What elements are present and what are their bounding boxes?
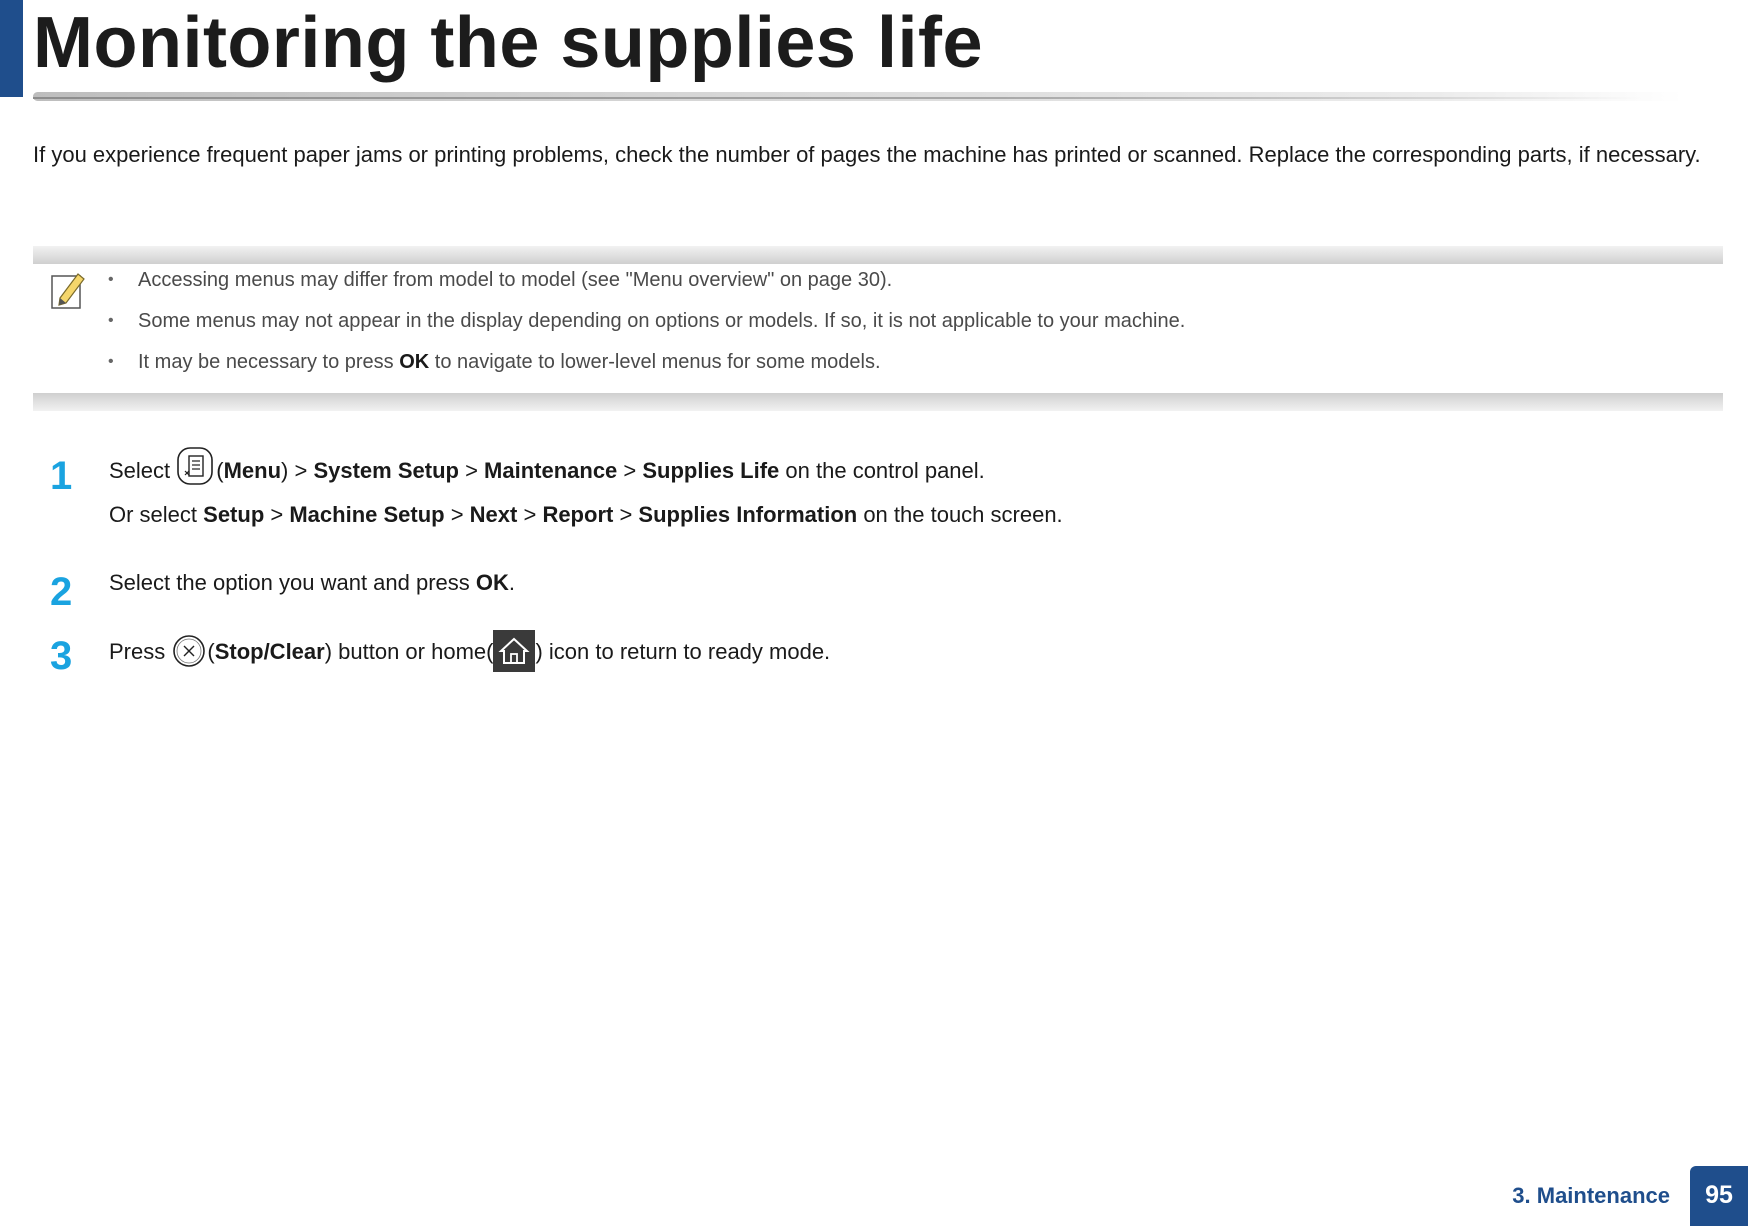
step-number: 3 <box>50 634 73 678</box>
step-text: ) button or home( <box>324 638 494 664</box>
step-number: 2 <box>50 570 73 614</box>
stop-clear-icon <box>171 633 207 669</box>
title-underline <box>33 92 1683 101</box>
step-text: on the control panel. <box>779 457 985 483</box>
intro-paragraph: If you experience frequent paper jams or printing problems, check the number of pages the machine has printed or scanned. Replace the corresponding parts, if necessary. <box>33 142 1701 167</box>
ok-key-label: OK <box>399 351 430 373</box>
step-1-line-1 <box>109 452 985 492</box>
step-text: > <box>458 457 485 483</box>
step-text: . <box>508 570 516 595</box>
step-number: 1 <box>50 454 73 498</box>
step-text: > <box>617 457 643 483</box>
page-title: Monitoring the supplies life <box>33 3 983 83</box>
step-text: > <box>288 457 314 483</box>
step-2-line-1 <box>109 568 515 598</box>
menu-label: Menu <box>223 457 282 483</box>
step-text: ) <box>281 457 289 483</box>
step-text: ) icon to return to ready mode. <box>535 638 831 664</box>
stop-clear-label: Stop/Clear <box>214 638 325 664</box>
note-bottom-bar <box>33 393 1723 411</box>
home-icon <box>493 630 535 672</box>
pencil-note-icon <box>48 268 88 312</box>
system-setup-label: System Setup <box>313 457 459 483</box>
report-label: Report <box>542 502 614 527</box>
step-text: on the touch screen. <box>857 502 1063 527</box>
note-item-text: Accessing menus may differ from model to model (see "Menu overview" on page 30). <box>138 269 893 291</box>
note-item-text: to navigate to lower-level menus for some models. <box>429 351 881 373</box>
page-number: 95 <box>1690 1166 1748 1226</box>
step-text: Select the option you want and press <box>109 570 476 595</box>
step-text: > <box>613 502 639 527</box>
maintenance-label: Maintenance <box>484 457 618 483</box>
note-item <box>108 348 1185 389</box>
step-3-line-1 <box>109 632 830 674</box>
step-text: Or select <box>109 502 204 527</box>
supplies-life-label: Supplies Life <box>642 457 780 483</box>
note-item-text: Some menus may not appear in the display depending on options or models. If so, it is not applicable to your machine. <box>138 310 1186 332</box>
note-top-bar <box>33 246 1723 264</box>
supplies-information-label: Supplies Information <box>638 502 858 527</box>
note-item <box>108 307 1185 348</box>
step-text: Press <box>109 638 172 664</box>
step-text: ( <box>207 638 215 664</box>
setup-label: Setup <box>203 502 265 527</box>
note-list <box>108 266 1185 389</box>
step-text: > <box>444 502 470 527</box>
footer-section-label: 3. Maintenance <box>1512 1183 1670 1208</box>
ok-key-label: OK <box>475 570 509 595</box>
note-item <box>108 266 1185 307</box>
menu-button-icon <box>176 446 216 486</box>
title-accent-bar <box>0 0 23 97</box>
note-item-text: It may be necessary to press <box>138 351 400 373</box>
step-1-line-2 <box>109 500 1063 530</box>
step-text: ( <box>216 457 224 483</box>
machine-setup-label: Machine Setup <box>289 502 445 527</box>
next-label: Next <box>469 502 518 527</box>
step-text: > <box>517 502 543 527</box>
step-text: Select <box>109 457 177 483</box>
step-text: > <box>264 502 290 527</box>
